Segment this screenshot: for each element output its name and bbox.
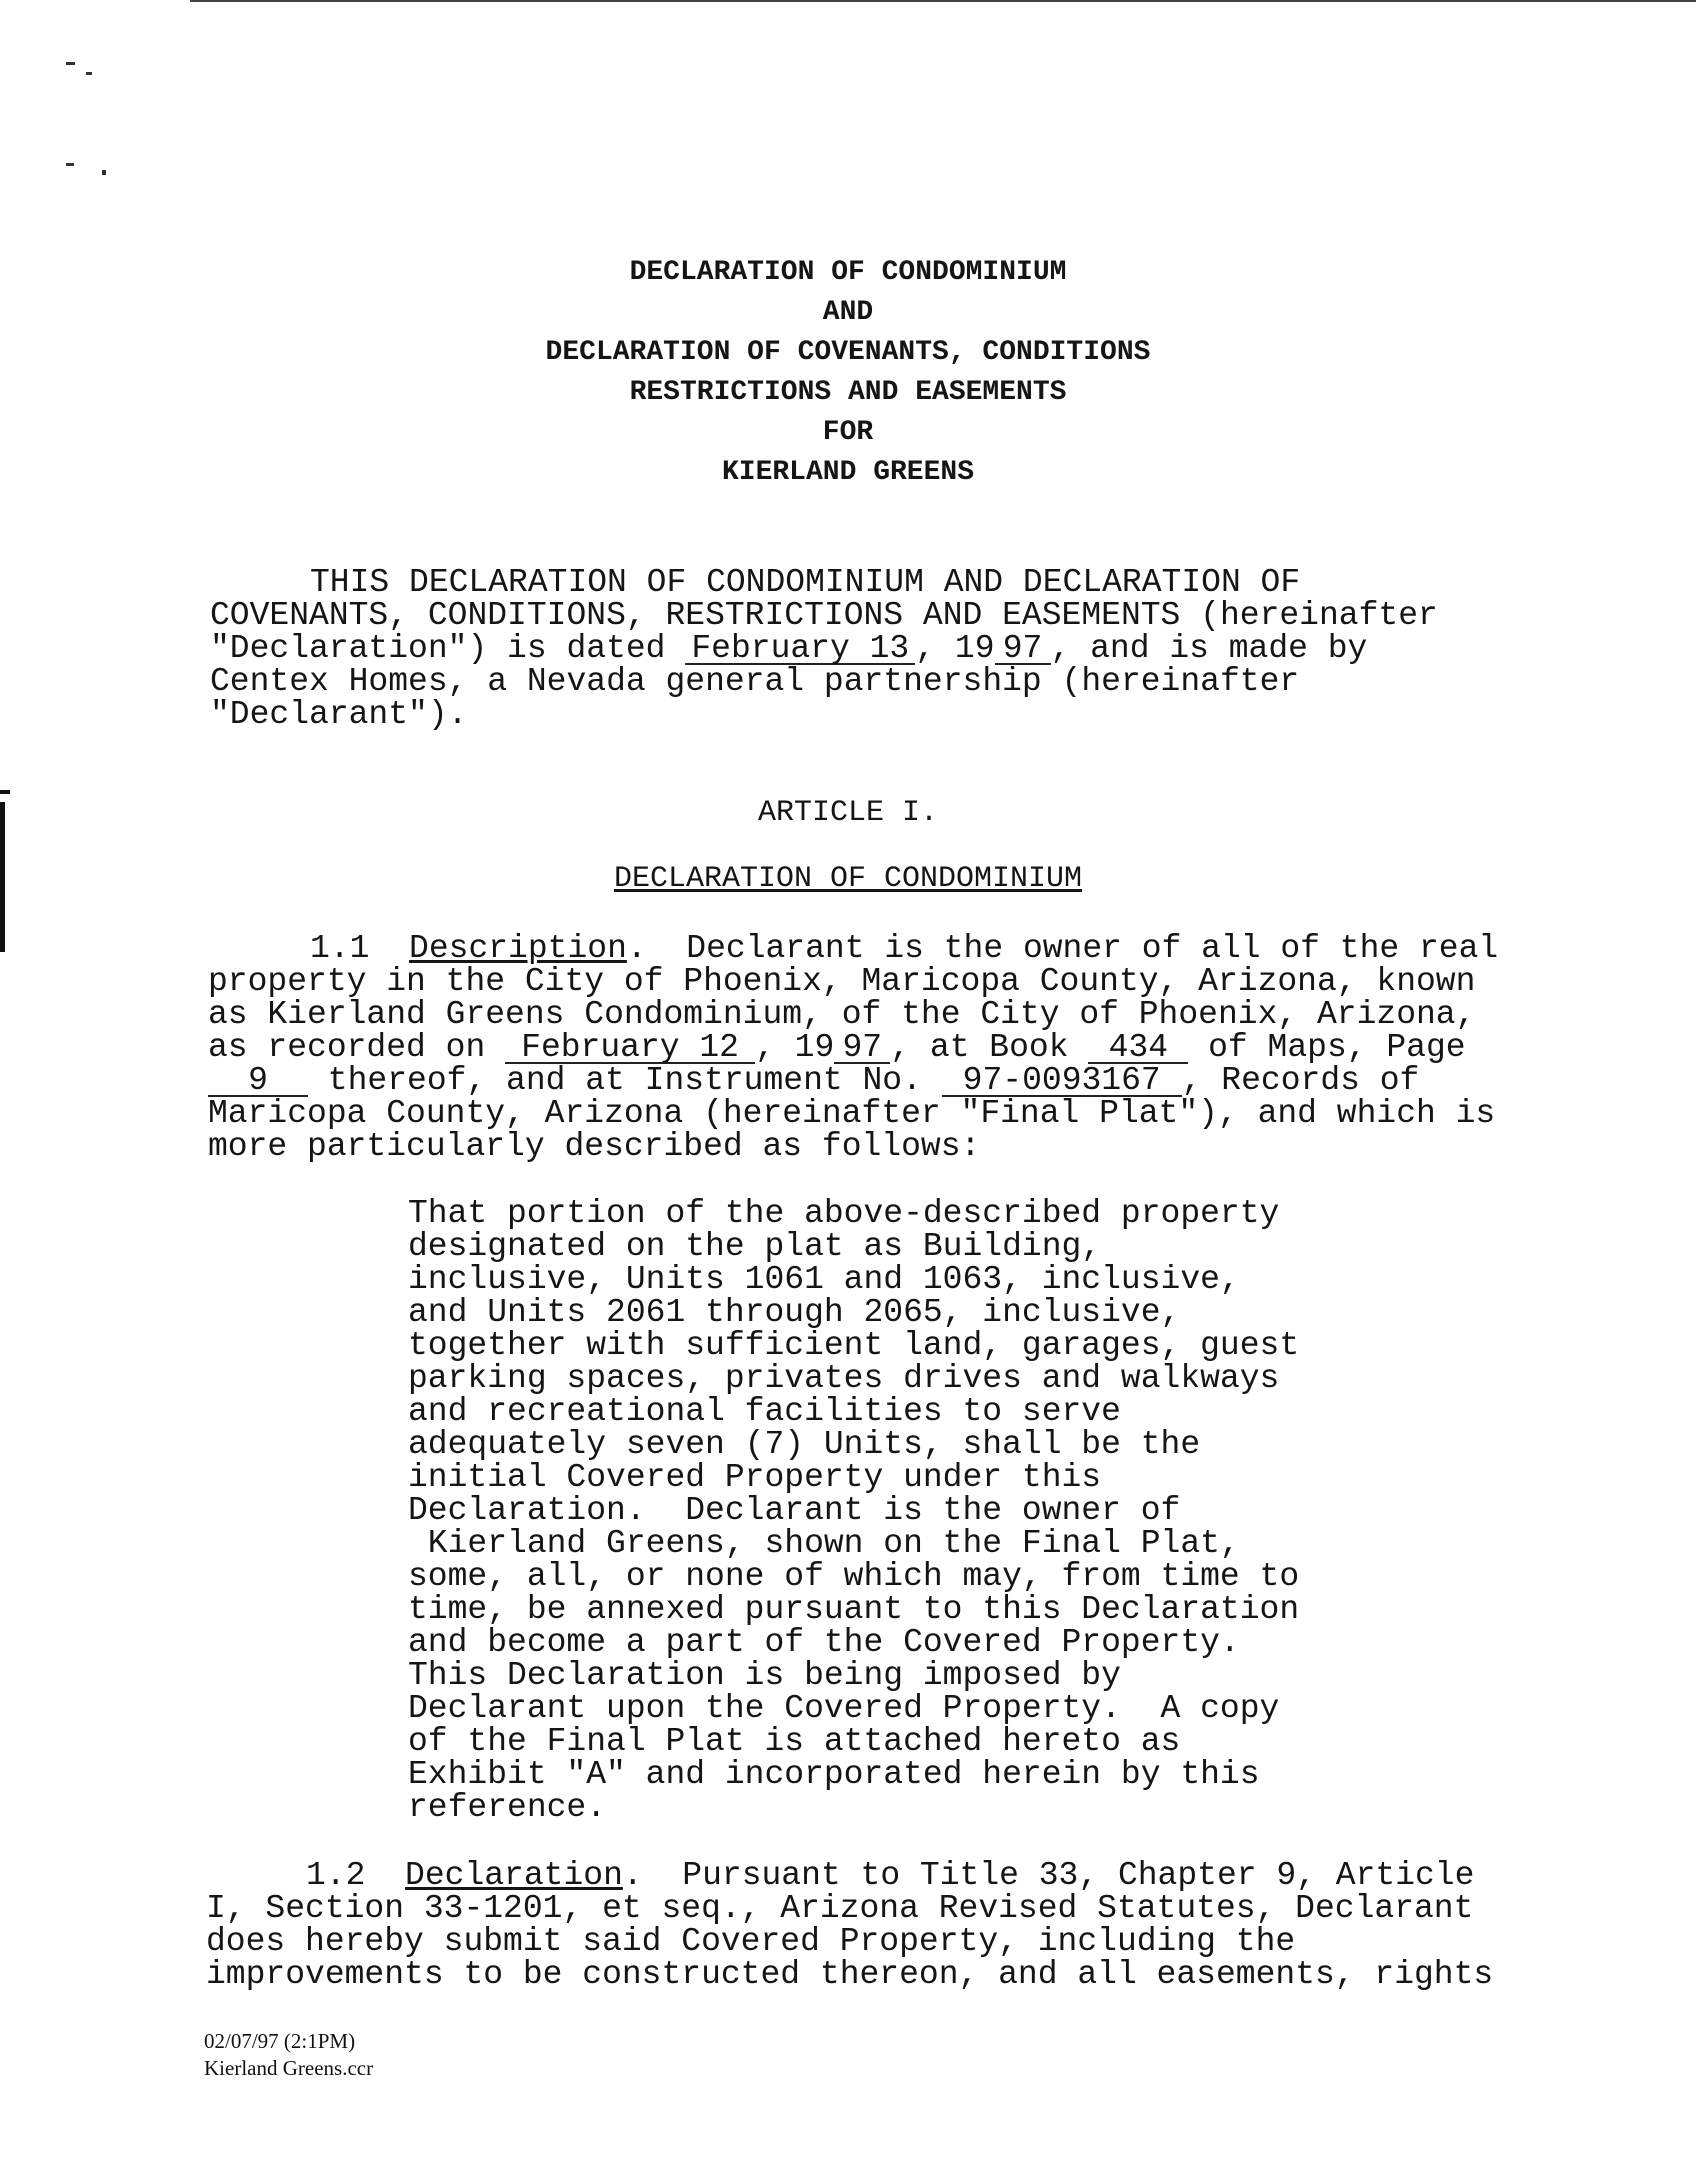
scan-top-line bbox=[190, 0, 1696, 2]
block-quote-line: This Declaration is being imposed by bbox=[408, 1657, 1121, 1694]
title-line-5: FOR bbox=[822, 417, 874, 448]
intro-line-4: Centex Homes, a Nevada general partnership (hereinafter bbox=[210, 663, 1300, 700]
intro-text: , and is made by bbox=[1050, 630, 1368, 667]
section-text: , at Book bbox=[890, 1029, 1089, 1066]
instrument-number-field: 97-0093167 bbox=[942, 1067, 1182, 1097]
section-1-1-line-7: more particularly described as follows: bbox=[208, 1128, 981, 1165]
section-1-1-line-6: Maricopa County, Arizona (hereinafter "Final Plat"), and which is bbox=[208, 1095, 1496, 1132]
block-quote-line: inclusive, Units 1061 and 1063, inclusive, bbox=[408, 1261, 1240, 1298]
scan-speck bbox=[102, 170, 106, 175]
title-line-1: DECLARATION OF CONDOMINIUM bbox=[629, 257, 1067, 288]
scan-speck bbox=[66, 62, 75, 65]
intro-text: "Declaration") is dated bbox=[210, 630, 686, 667]
scan-speck bbox=[86, 72, 92, 75]
block-quote-line: Exhibit "A" and incorporated herein by this bbox=[408, 1756, 1260, 1793]
section-text: . Declarant is the owner of all of the real bbox=[626, 930, 1499, 967]
book-number-field: 434 bbox=[1088, 1034, 1188, 1064]
scan-edge-mark bbox=[0, 790, 10, 794]
block-quote-line: designated on the plat as Building, bbox=[408, 1228, 1102, 1265]
section-text: , Records of bbox=[1181, 1062, 1420, 1099]
block-quote-line: adequately seven (7) Units, shall be the bbox=[408, 1426, 1201, 1463]
block-quote-line: parking spaces, privates drives and walkways bbox=[408, 1360, 1280, 1397]
section-1-1-line-3: as Kierland Greens Condominium, of the City of Phoenix, Arizona, bbox=[208, 996, 1476, 1033]
section-1-2-line-1 bbox=[306, 1859, 1474, 1892]
section-1-1-line-2: property in the City of Phoenix, Maricopa County, Arizona, known bbox=[208, 963, 1476, 1000]
section-1-2-line-4: improvements to be constructed thereon, and all easements, rights bbox=[206, 1956, 1494, 1993]
footer-filename: Kierland Greens.ccr bbox=[204, 2056, 374, 2080]
section-text: , 19 bbox=[755, 1029, 835, 1066]
block-quote-line: initial Covered Property under this bbox=[408, 1459, 1102, 1496]
block-quote-line: Kierland Greens, shown on the Final Plat, bbox=[408, 1525, 1240, 1562]
section-text: as recorded on bbox=[208, 1029, 506, 1066]
intro-line-3 bbox=[210, 632, 1367, 665]
intro-text: , 19 bbox=[915, 630, 995, 667]
section-1-1-line-1 bbox=[310, 932, 1498, 965]
block-quote-line: and become a part of the Covered Property. bbox=[408, 1624, 1240, 1661]
block-quote-line: some, all, or none of which may, from time to bbox=[408, 1558, 1300, 1595]
article-heading: DECLARATION OF CONDOMINIUM bbox=[613, 862, 1083, 896]
section-1-1-line-5 bbox=[208, 1064, 1419, 1097]
section-1-2-line-3: does hereby submit said Covered Property, including the bbox=[206, 1923, 1296, 1960]
block-quote-line: together with sufficient land, garages, guest bbox=[408, 1327, 1300, 1364]
block-quote-line: Declaration. Declarant is the owner of bbox=[408, 1492, 1181, 1529]
title-line-3: DECLARATION OF COVENANTS, CONDITIONS bbox=[545, 337, 1151, 368]
intro-line-2: COVENANTS, CONDITIONS, RESTRICTIONS AND EASEMENTS (hereinafter bbox=[210, 597, 1438, 634]
block-quote-line: Declarant upon the Covered Property. A copy bbox=[408, 1690, 1280, 1727]
scan-speck bbox=[66, 163, 74, 166]
block-quote-line: reference. bbox=[408, 1789, 607, 1826]
title-line-4: RESTRICTIONS AND EASEMENTS bbox=[629, 377, 1067, 408]
declaration-date-field: February 13 bbox=[685, 635, 915, 665]
title-line-2: AND bbox=[822, 297, 874, 328]
declaration-year-field: 97 bbox=[995, 635, 1051, 665]
recorded-date-field: February 12 bbox=[505, 1034, 755, 1064]
title-line-6: KIERLAND GREENS bbox=[721, 457, 975, 488]
section-number: 1.2 bbox=[306, 1857, 406, 1894]
section-label: Description bbox=[409, 930, 627, 967]
section-number: 1.1 bbox=[310, 930, 410, 967]
block-quote-line: That portion of the above-described property bbox=[408, 1195, 1280, 1232]
section-text: thereof, and at Instrument No. bbox=[308, 1062, 942, 1099]
section-text: of Maps, Page bbox=[1188, 1029, 1466, 1066]
intro-line-5: "Declarant"). bbox=[210, 696, 468, 733]
block-quote-line: and recreational facilities to serve bbox=[408, 1393, 1121, 1430]
block-quote-line: and Units 2061 through 2065, inclusive, bbox=[408, 1294, 1181, 1331]
section-label: Declaration bbox=[405, 1857, 623, 1894]
footer-timestamp: 02/07/97 (2:1PM) bbox=[204, 2029, 356, 2053]
section-text: . Pursuant to Title 33, Chapter 9, Article bbox=[622, 1857, 1475, 1894]
block-quote-line: of the Final Plat is attached hereto as bbox=[408, 1723, 1181, 1760]
intro-line-1: THIS DECLARATION OF CONDOMINIUM AND DECLARATION OF bbox=[310, 564, 1301, 601]
block-quote-line: time, be annexed pursuant to this Declaration bbox=[408, 1591, 1300, 1628]
recorded-year-field: 97 bbox=[834, 1034, 890, 1064]
article-number: ARTICLE I. bbox=[757, 796, 939, 830]
section-1-1-line-4 bbox=[208, 1031, 1466, 1064]
section-1-2-line-2: I, Section 33-1201, et seq., Arizona Revised Statutes, Declarant bbox=[206, 1890, 1474, 1927]
page-number-field: 9 bbox=[208, 1067, 308, 1097]
